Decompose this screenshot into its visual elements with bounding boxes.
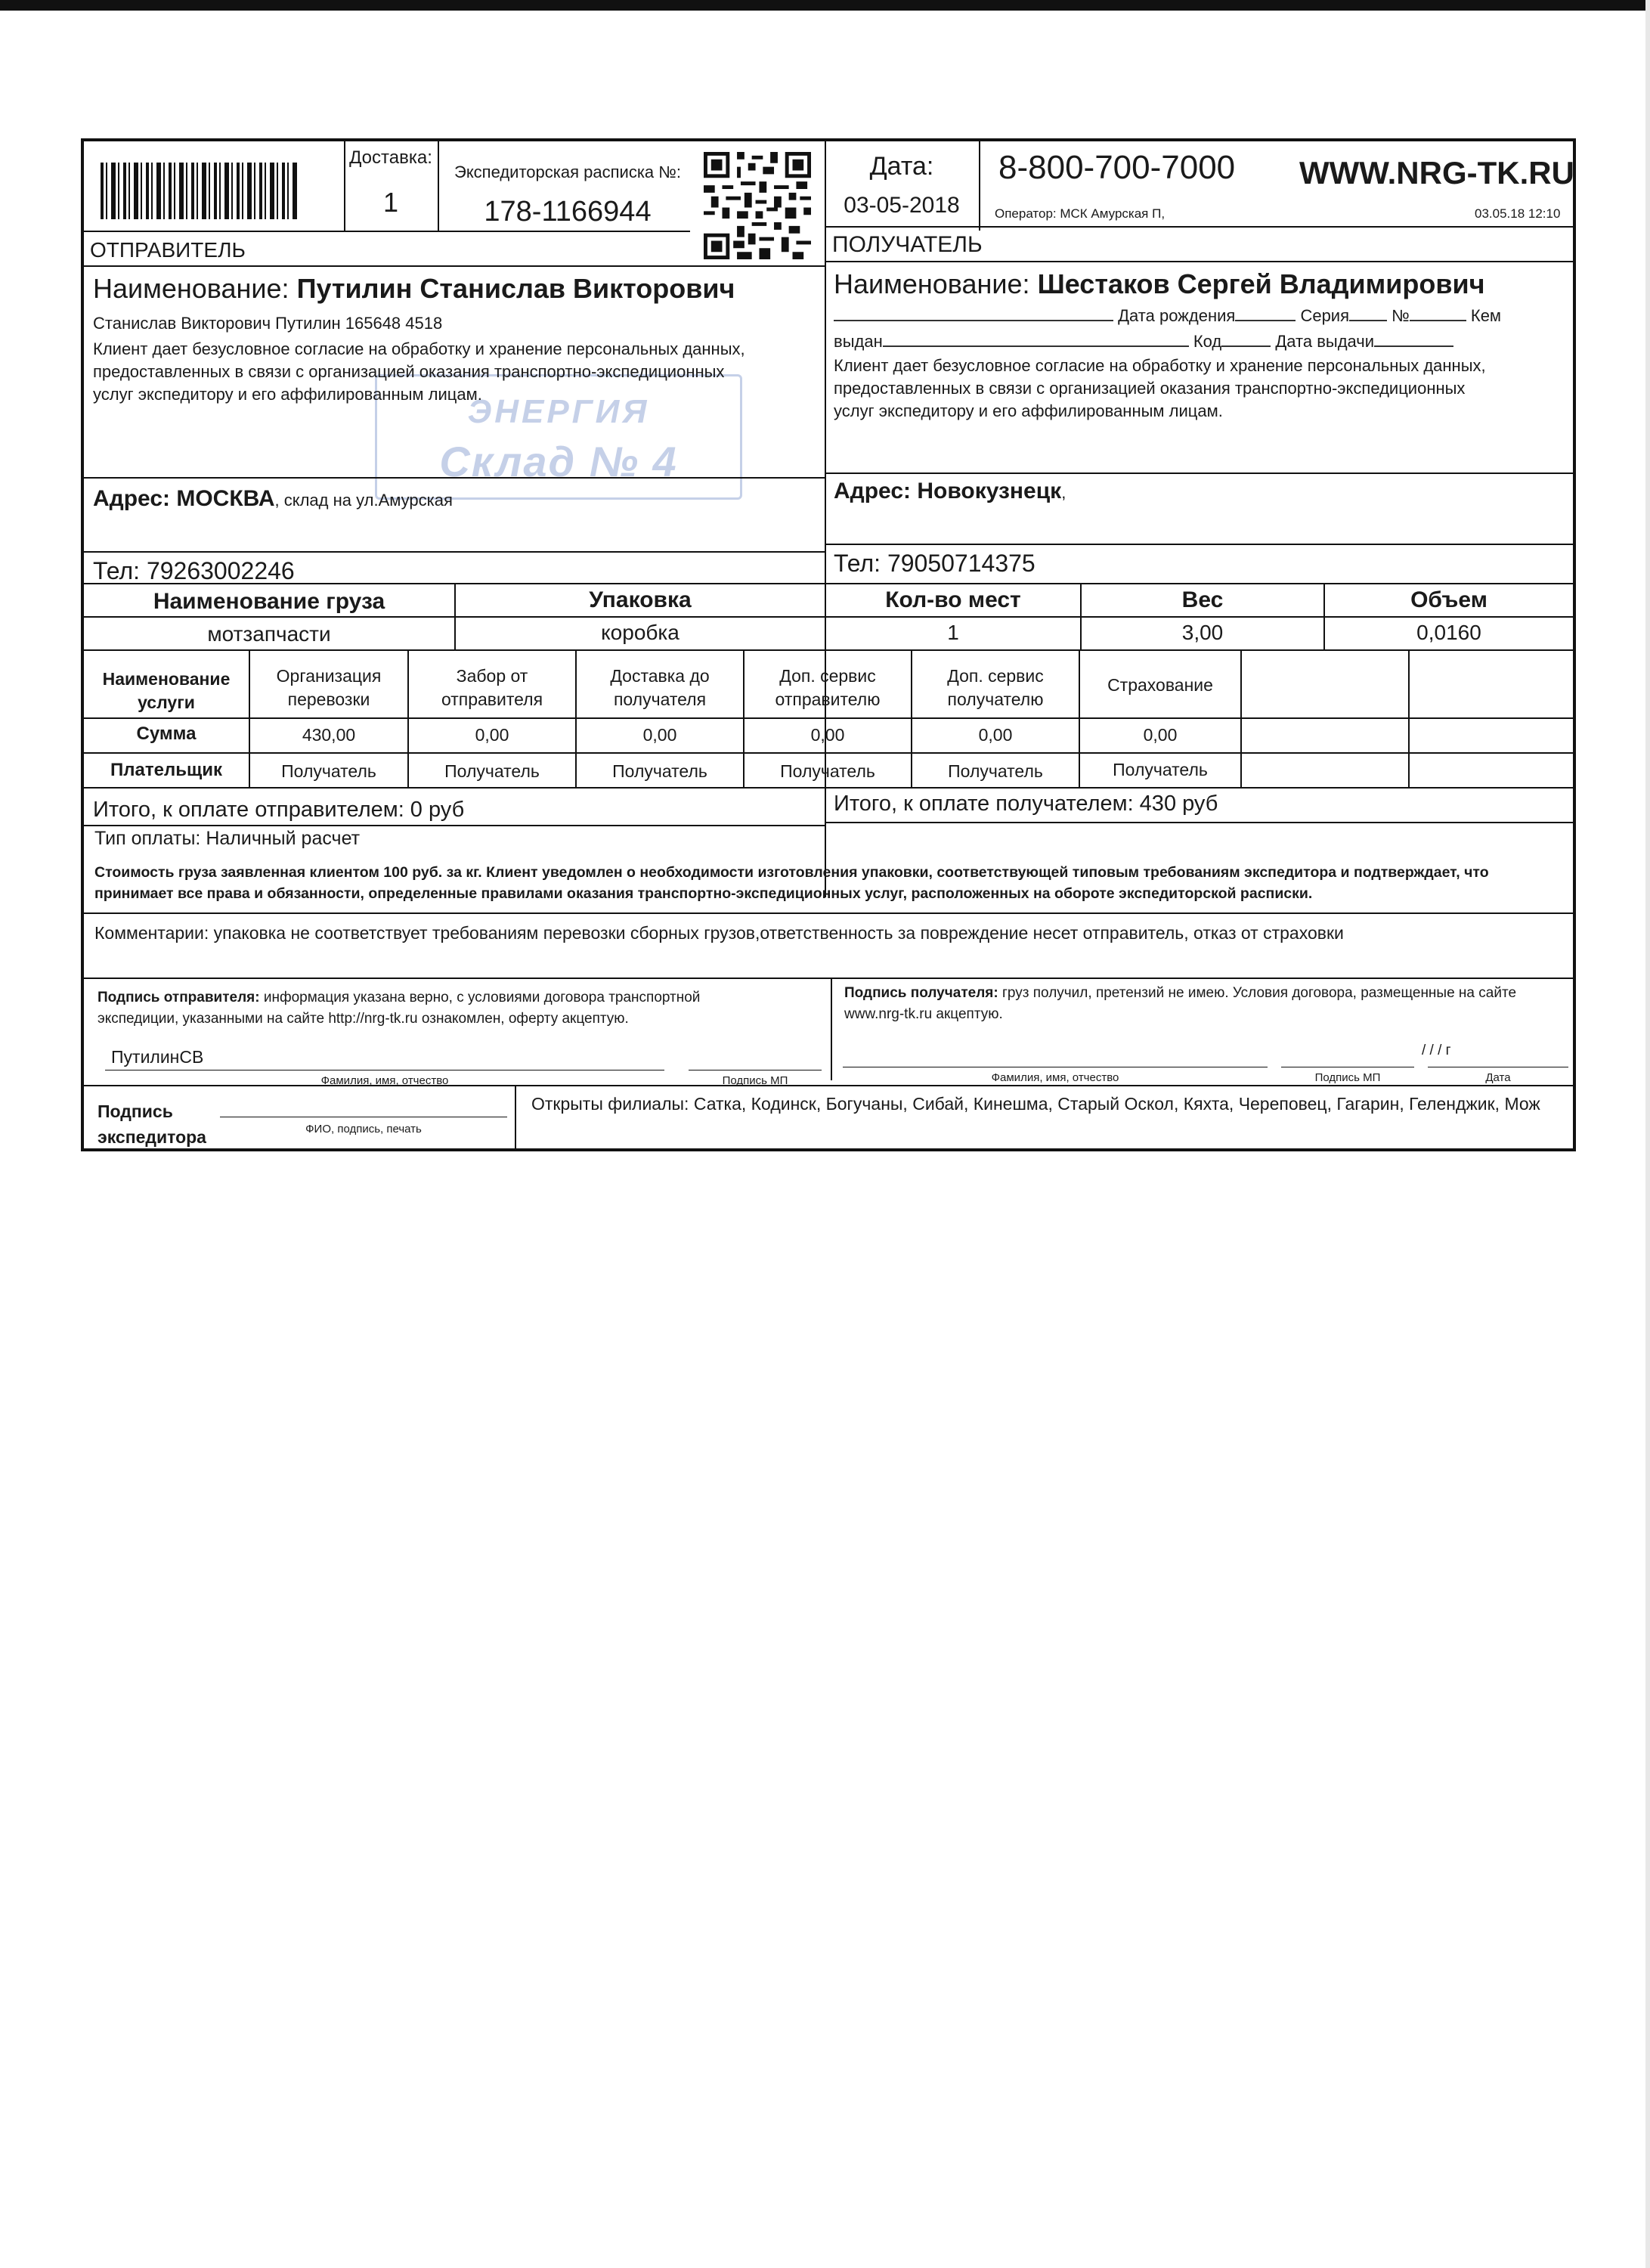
sender-consent-2: предоставленных в связи с организацией оказания транспортно-экспедиционных bbox=[93, 362, 725, 381]
service-sum-delivery: 0,00 bbox=[642, 725, 677, 745]
recipient-signature-label: Подпись получателя: bbox=[844, 985, 998, 1001]
cargo-value-weight: 3,00 bbox=[1181, 621, 1224, 644]
recipient-consent-3: услуг экспедитору и его аффилированным лицам. bbox=[834, 401, 1223, 420]
recipient-phone-label: Тел: bbox=[834, 550, 881, 577]
cargo-value-places: 1 bbox=[947, 621, 959, 644]
recipient-total: Итого, к оплате получателем: 430 руб bbox=[834, 792, 1218, 816]
sender-fio-caption: Фамилия, имя, отчество bbox=[320, 1074, 449, 1087]
services-row-header-2: услуги bbox=[138, 692, 195, 712]
service-col-pickup-l1: Забор от bbox=[456, 666, 528, 686]
declaration-line-1: Стоимость груза заявленная клиентом 100 руб. за кг. Клиент уведомлен о необходимости изготовления упаковки, соответствующей типовым требованиям экспедитора и подтверждает, что bbox=[94, 864, 1489, 881]
recipient-signature-consent: груз получил, претензий не имею. Условия договора, размещенные на сайте bbox=[1001, 985, 1517, 1001]
code-label: Код bbox=[1193, 332, 1222, 351]
service-payer-extra-recipient: Получатель bbox=[948, 761, 1043, 781]
service-col-extra-recipient-l2: получателю bbox=[947, 689, 1044, 709]
cargo-header-volume: Объем bbox=[1410, 587, 1487, 612]
recipient-address bbox=[834, 479, 1066, 504]
company-website: WWW.NRG-TK.RU bbox=[1299, 155, 1574, 191]
number-label: № bbox=[1392, 306, 1410, 325]
scan-right-edge bbox=[1645, 0, 1650, 2268]
recipient-address-value: Новокузнецк bbox=[917, 479, 1062, 503]
waybill-form bbox=[81, 138, 1576, 1151]
service-payer-transport: Получатель bbox=[281, 761, 376, 781]
sender-name-label: Наименование: bbox=[93, 273, 289, 304]
service-col-pickup bbox=[409, 665, 575, 711]
recipient-passport-line-2 bbox=[834, 332, 1453, 352]
recipient-name bbox=[834, 268, 1485, 300]
birth-date-label: Дата рождения bbox=[1118, 306, 1236, 325]
payment-type: Тип оплаты: Наличный расчет bbox=[94, 828, 361, 849]
receipt-label: Экспедиторская расписка №: bbox=[454, 163, 681, 181]
sender-signature-label: Подпись отправителя: bbox=[98, 990, 260, 1005]
service-sum-insurance: 0,00 bbox=[1143, 725, 1178, 745]
service-sum-extra-sender: 0,00 bbox=[810, 725, 845, 745]
stamp-line-2: Склад № 4 bbox=[439, 438, 678, 485]
forwarder-label-1: Подпись bbox=[98, 1101, 173, 1121]
sender-section-title: ОТПРАВИТЕЛЬ bbox=[90, 238, 246, 262]
sender-address-rest: , склад на ул.Амурская bbox=[274, 491, 453, 510]
sender-name bbox=[93, 273, 735, 305]
issued-by-label: Кем bbox=[1470, 306, 1502, 325]
issue-date-label: Дата выдачи bbox=[1275, 332, 1375, 351]
recipient-address-rest: , bbox=[1061, 483, 1066, 502]
sender-signature-text-2: экспедиции, указанными на сайте http://nrg-tk.ru ознакомлен, оферту акцептую. bbox=[98, 1011, 629, 1027]
services-row-header-1: Наименование bbox=[102, 669, 231, 689]
service-col-transport-l1: Организация bbox=[276, 666, 382, 686]
recipient-signature-text-1 bbox=[844, 985, 1516, 1002]
series-label: Серия bbox=[1300, 306, 1350, 325]
sender-details: Станислав Викторович Путилин 165648 4518 bbox=[93, 314, 443, 333]
recipient-phone-value: 79050714375 bbox=[887, 550, 1036, 577]
barcode bbox=[101, 163, 297, 219]
recipient-date-caption: Дата bbox=[1485, 1071, 1511, 1084]
sender-address-city: МОСКВА bbox=[176, 486, 275, 511]
scan-top-edge bbox=[0, 0, 1650, 11]
delivery-value: 1 bbox=[382, 187, 399, 218]
recipient-signature-text-2: www.nrg-tk.ru акцептую. bbox=[844, 1006, 1003, 1022]
cargo-header-weight: Вес bbox=[1181, 587, 1224, 612]
recipient-consent-1: Клиент дает безусловное согласие на обработку и хранение персональных данных, bbox=[834, 356, 1486, 375]
service-payer-insurance: Получатель bbox=[1113, 760, 1208, 779]
recipient-date-marks: / / / г bbox=[1422, 1043, 1451, 1058]
service-col-extra-recipient bbox=[912, 665, 1079, 711]
company-phone: 8-800-700-7000 bbox=[998, 149, 1236, 186]
sender-address bbox=[93, 486, 453, 512]
service-col-transport bbox=[250, 665, 407, 711]
services-row-header bbox=[84, 668, 249, 714]
comments: Комментарии: упаковка не соответствует требованиям перевозки сборных грузов,ответственность за повреждение несет отправитель, отказ от страховки bbox=[94, 923, 1344, 943]
declaration-line-2: принимает все права и обязанности, определенные правилами оказания транспортно-экспедиционных услуг, расположенных на обороте экспедиторской расписки. bbox=[94, 885, 1313, 902]
cargo-value-packaging: коробка bbox=[601, 621, 680, 644]
recipient-phone bbox=[834, 550, 1036, 578]
sender-phone bbox=[93, 557, 295, 585]
cargo-header-packaging: Упаковка bbox=[589, 587, 692, 612]
sender-phone-label: Тел: bbox=[93, 557, 141, 584]
recipient-consent-2: предоставленных в связи с организацией оказания транспортно-экспедиционных bbox=[834, 379, 1466, 398]
recipient-fio-caption: Фамилия, имя, отчество bbox=[991, 1071, 1119, 1084]
sender-address-label: Адрес: bbox=[93, 486, 170, 511]
delivery-label: Доставка: bbox=[349, 147, 432, 168]
service-payer-extra-sender: Получатель bbox=[780, 761, 875, 781]
recipient-sign-caption: Подпись МП bbox=[1314, 1071, 1381, 1084]
service-col-extra-sender-l2: отправителю bbox=[775, 689, 881, 709]
forwarder-label-2: экспедитора bbox=[98, 1127, 206, 1147]
service-col-extra-recipient-l1: Доп. сервис bbox=[947, 666, 1044, 686]
sender-signature-text-1 bbox=[98, 990, 700, 1006]
sender-name-value: Путилин Станислав Викторович bbox=[296, 273, 735, 304]
date-label: Дата: bbox=[869, 152, 934, 181]
service-col-transport-l2: перевозки bbox=[287, 689, 370, 709]
service-payer-delivery: Получатель bbox=[612, 761, 707, 781]
forwarder-signature-label bbox=[98, 1098, 206, 1150]
branches: Открыты филиалы: Сатка, Кодинск, Богучаны, Сибай, Кинешма, Старый Оскол, Кяхта, Череповец, Гагарин, Геленджик, Мож bbox=[531, 1094, 1540, 1114]
sender-phone-value: 79263002246 bbox=[146, 557, 295, 584]
recipient-section-title: ПОЛУЧАТЕЛЬ bbox=[832, 232, 983, 257]
sender-consent-1: Клиент дает безусловное согласие на обработку и хранение персональных данных, bbox=[93, 339, 745, 358]
recipient-name-value: Шестаков Сергей Владимирович bbox=[1037, 268, 1485, 299]
service-col-insurance: Страхование bbox=[1107, 675, 1213, 695]
qr-code bbox=[704, 152, 811, 259]
service-col-extra-sender bbox=[745, 665, 911, 711]
sender-signature-name: ПутилинСВ bbox=[111, 1047, 204, 1067]
sender-signature-consent: информация указана верно, с условиями договора транспортной bbox=[263, 990, 701, 1005]
service-sum-extra-recipient: 0,00 bbox=[978, 725, 1013, 745]
recipient-passport-line-1 bbox=[834, 306, 1501, 326]
receipt-number: 178-1166944 bbox=[484, 196, 652, 228]
cargo-header-name: Наименование груза bbox=[153, 589, 385, 614]
stamp-line-1: ЭНЕРГИЯ bbox=[467, 393, 650, 430]
cargo-value-volume: 0,0160 bbox=[1416, 621, 1481, 644]
service-col-pickup-l2: отправителя bbox=[441, 689, 543, 709]
cargo-value-name: мотзапчасти bbox=[207, 622, 331, 646]
services-sum-label: Сумма bbox=[136, 723, 197, 744]
service-col-delivery-l2: получателя bbox=[613, 689, 707, 709]
timestamp: 03.05.18 12:10 bbox=[1475, 206, 1561, 221]
forwarder-caption: ФИО, подпись, печать bbox=[305, 1123, 422, 1136]
service-col-delivery-l1: Доставка до bbox=[610, 666, 710, 686]
service-payer-pickup: Получатель bbox=[444, 761, 540, 781]
recipient-address-label: Адрес: bbox=[834, 479, 911, 503]
service-sum-transport: 430,00 bbox=[302, 725, 356, 745]
issued-label: выдан bbox=[834, 332, 883, 351]
date-value: 03-05-2018 bbox=[844, 193, 960, 218]
services-payer-label: Плательщик bbox=[110, 760, 222, 780]
service-sum-pickup: 0,00 bbox=[475, 725, 509, 745]
sender-consent-3: услуг экспедитору и его аффилированным лицам. bbox=[93, 385, 482, 404]
recipient-name-label: Наименование: bbox=[834, 268, 1030, 299]
sender-total: Итого, к оплате отправителем: 0 руб bbox=[93, 798, 465, 822]
operator: Оператор: МСК Амурская П, bbox=[995, 206, 1166, 221]
sender-sign-caption: Подпись МП bbox=[722, 1074, 788, 1087]
service-col-delivery bbox=[577, 665, 743, 711]
service-col-extra-sender-l1: Доп. сервис bbox=[779, 666, 876, 686]
cargo-header-places: Кол-во мест bbox=[885, 587, 1021, 612]
